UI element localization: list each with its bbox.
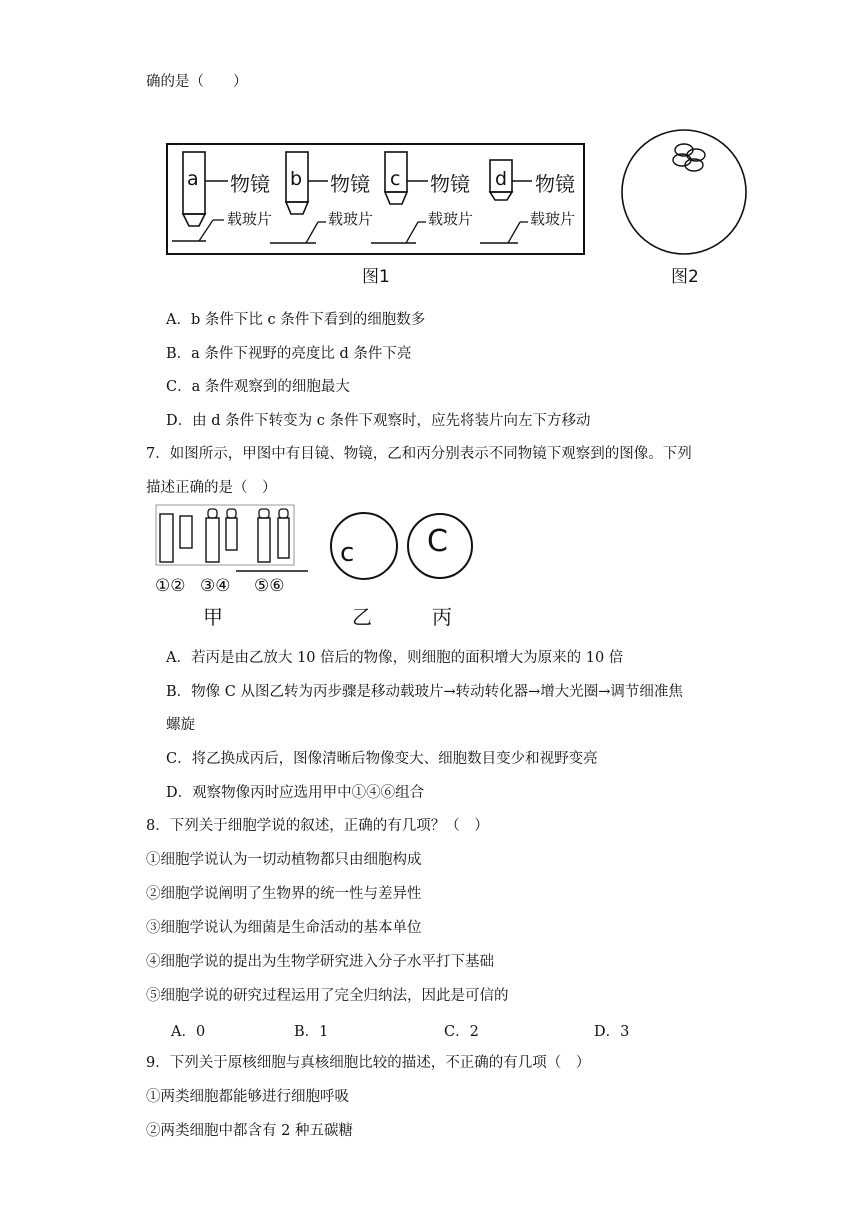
q6-option-a: A．b 条件下比 c 条件下看到的细胞数多 xyxy=(166,312,426,328)
q9-statement-2: ②两类细胞中都含有 2 种五碳糖 xyxy=(146,1123,353,1139)
q7-option-c: C．将乙换成丙后，图像清晰后物像变大、细胞数目变少和视野变亮 xyxy=(166,751,598,767)
q8-stem: 8．下列关于细胞学说的叙述，正确的有几项？（ ） xyxy=(146,818,489,834)
figure2-label: 图2 xyxy=(671,267,699,287)
bing-letter: C xyxy=(427,524,448,559)
slide-label-a: 载玻片 xyxy=(227,210,273,228)
tube-numbers-56: ⑤⑥ xyxy=(254,576,285,596)
q8-choice-c: C．2 xyxy=(444,1024,479,1040)
figure-jia-lenses xyxy=(150,500,312,580)
slide-label-c: 载玻片 xyxy=(428,210,474,228)
tube-numbers-34: ③④ xyxy=(200,576,231,596)
q8-choice-b: B．1 xyxy=(294,1024,329,1040)
tube-numbers-12: ①② xyxy=(155,576,186,596)
figure1-label: 图1 xyxy=(362,267,390,287)
q6-option-d: D．由 d 条件下转变为 c 条件下观察时，应先将装片向左下方移动 xyxy=(166,413,591,429)
q6-option-b: B．a 条件下视野的亮度比 d 条件下亮 xyxy=(166,346,412,362)
q8-statement-2: ②细胞学说阐明了生物界的统一性与差异性 xyxy=(146,886,422,902)
objective-a xyxy=(172,152,228,241)
q8-statement-4: ④细胞学说的提出为生物学研究进入分子水平打下基础 xyxy=(146,954,494,970)
yi-label: 乙 xyxy=(352,605,372,629)
q7-stem-line2: 描述正确的是（ ） xyxy=(146,480,277,496)
q6-stem-tail: 确的是（ ） xyxy=(146,74,248,90)
yi-letter: c xyxy=(340,538,355,568)
objective-b xyxy=(270,152,328,243)
objective-label-c: 物镜 xyxy=(430,172,470,196)
q9-stem: 9．下列关于原核细胞与真核细胞比较的描述，不正确的有几项（ ） xyxy=(146,1055,591,1071)
figure1-objectives-diagram xyxy=(166,138,586,258)
q7-option-b: B．物像 C 从图乙转为丙步骤是移动载玻片→转动转化器→增大光圈→调节细准焦 xyxy=(166,684,683,700)
objective-c xyxy=(371,152,428,243)
q9-statement-1: ①两类细胞都能够进行细胞呼吸 xyxy=(146,1089,349,1105)
figure2-field-of-view xyxy=(612,128,758,258)
objective-label-b: 物镜 xyxy=(330,172,370,196)
q8-statement-1: ①细胞学说认为一切动植物都只由细胞构成 xyxy=(146,852,422,868)
objective-label-d: 物镜 xyxy=(535,172,575,196)
q7-option-b-continued: 螺旋 xyxy=(166,717,195,733)
q6-option-c: C．a 条件观察到的细胞最大 xyxy=(166,379,350,395)
slide-label-d: 载玻片 xyxy=(530,210,576,228)
q7-stem-line1: 7．如图所示，甲图中有目镜、物镜，乙和丙分别表示不同物镜下观察到的图像。下列 xyxy=(146,446,692,462)
jia-label: 甲 xyxy=(203,605,223,629)
objective-c-letter: c xyxy=(390,168,401,190)
objective-b-letter: b xyxy=(290,168,303,190)
objective-label-a: 物镜 xyxy=(230,172,270,196)
q8-statement-3: ③细胞学说认为细菌是生命活动的基本单位 xyxy=(146,920,422,936)
q8-choice-d: D．3 xyxy=(594,1024,630,1040)
bing-label: 丙 xyxy=(432,605,452,629)
q8-choice-a: A．0 xyxy=(171,1024,206,1040)
objective-a-letter: a xyxy=(187,168,199,190)
q7-option-d: D．观察物像丙时应选用甲中①④⑥组合 xyxy=(166,785,425,801)
objective-d-letter: d xyxy=(495,168,508,190)
slide-label-b: 载玻片 xyxy=(328,210,374,228)
q8-statement-5: ⑤细胞学说的研究过程运用了完全归纳法，因此是可信的 xyxy=(146,988,509,1004)
q7-option-a: A．若丙是由乙放大 10 倍后的物像，则细胞的面积增大为原来的 10 倍 xyxy=(166,650,624,666)
